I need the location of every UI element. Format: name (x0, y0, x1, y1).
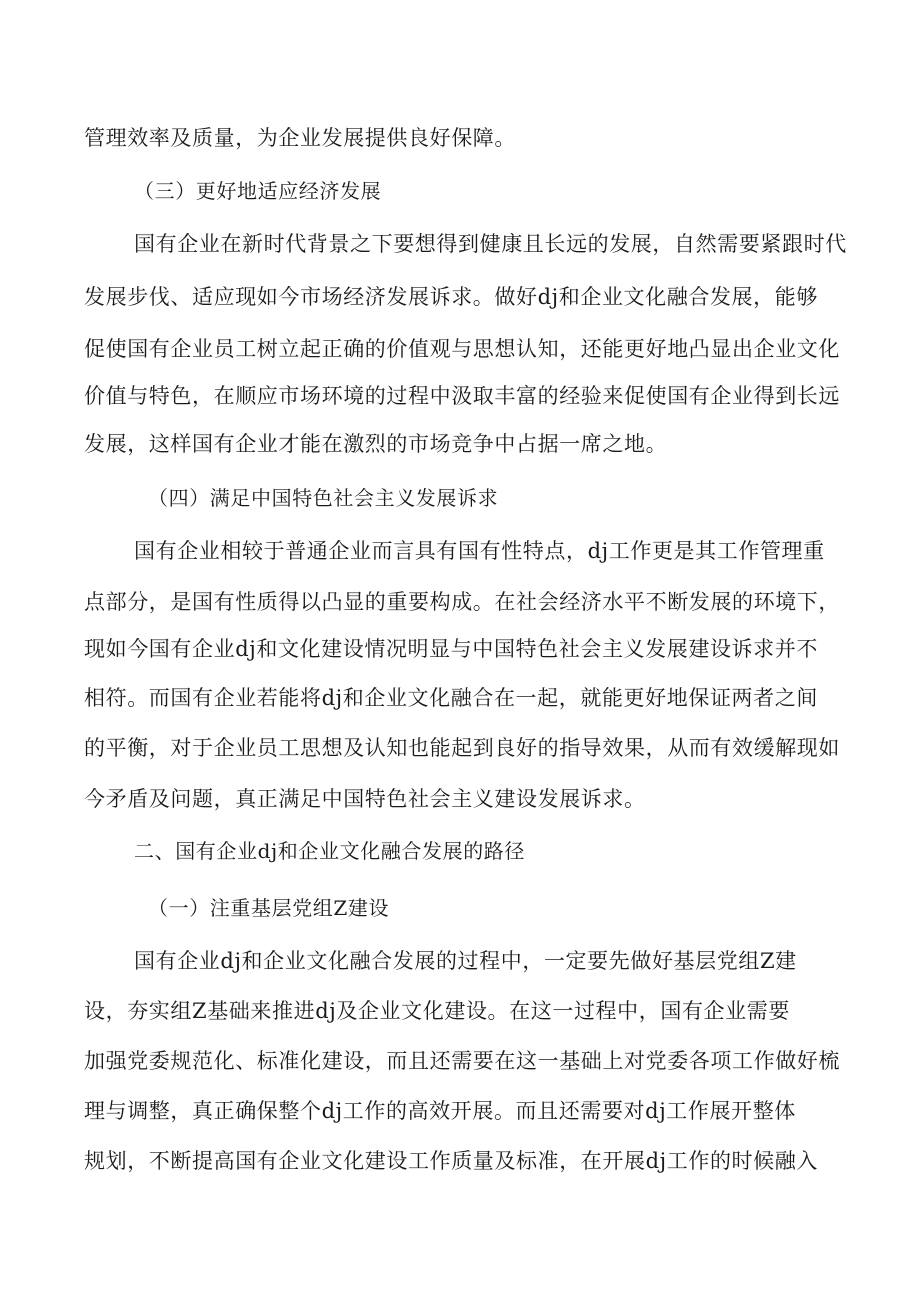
paragraph-line: 国有企业dj和企业文化融合发展的过程中，一定要先做好基层党组Z建 (134, 949, 797, 973)
paragraph-line: 国有企业在新时代背景之下要想得到健康且长远的发展，自然需要紧跟时代 (134, 232, 847, 256)
paragraph-line: 价值与特色，在顺应市场环境的过程中汲取丰富的经验来促使国有企业得到长远 (84, 384, 840, 408)
section-heading: （一）注重基层党组Z建设 (148, 896, 390, 920)
paragraph-line: 点部分，是国有性质得以凸显的重要构成。在社会经济水平不断发展的环境下， (84, 590, 840, 614)
paragraph-line: 发展步伐、适应现如今市场经济发展诉求。做好dj和企业文化融合发展，能够 (84, 285, 818, 309)
paragraph-line: 发展，这样国有企业才能在激烈的市场竞争中占据一席之地。 (84, 432, 668, 456)
paragraph-line: 设，夯实组Z基础来推进dj及企业文化建设。在这一过程中，国有企业需要 (84, 999, 790, 1023)
paragraph-line: 现如今国有企业dj和文化建设情况明显与中国特色社会主义发展建设诉求并不 (84, 637, 818, 661)
section-heading: （四）满足中国特色社会主义发展诉求 (148, 486, 499, 510)
paragraph-line: 规划，不断提高国有企业文化建设工作质量及标准，在开展dj工作的时候融入 (84, 1149, 818, 1173)
paragraph-line: 相符。而国有企业若能将dj和企业文化融合在一起，就能更好地保证两者之间 (84, 686, 818, 710)
paragraph-line: 今矛盾及问题，真正满足中国特色社会主义建设发展诉求。 (84, 787, 646, 811)
chapter-heading: 二、国有企业dj和企业文化融合发展的路径 (134, 839, 526, 863)
paragraph-line: 的平衡，对于企业员工思想及认知也能起到良好的指导效果，从而有效缓解现如 (84, 736, 840, 760)
paragraph-line: 促使国有企业员工树立起正确的价值观与思想认知，还能更好地凸显出企业文化 (84, 337, 840, 361)
paragraph-line: 国有企业相较于普通企业而言具有国有性特点，dj工作更是其工作管理重 (134, 539, 825, 563)
paragraph-line: 管理效率及质量，为企业发展提供良好保障。 (84, 126, 516, 150)
paragraph-line: 理与调整，真正确保整个dj工作的高效开展。而且还需要对dj工作展开整体 (84, 1099, 796, 1123)
section-heading: （三）更好地适应经济发展 (134, 179, 382, 203)
paragraph-line: 加强党委规范化、标准化建设，而且还需要在这一基础上对党委各项工作做好梳 (84, 1049, 840, 1073)
